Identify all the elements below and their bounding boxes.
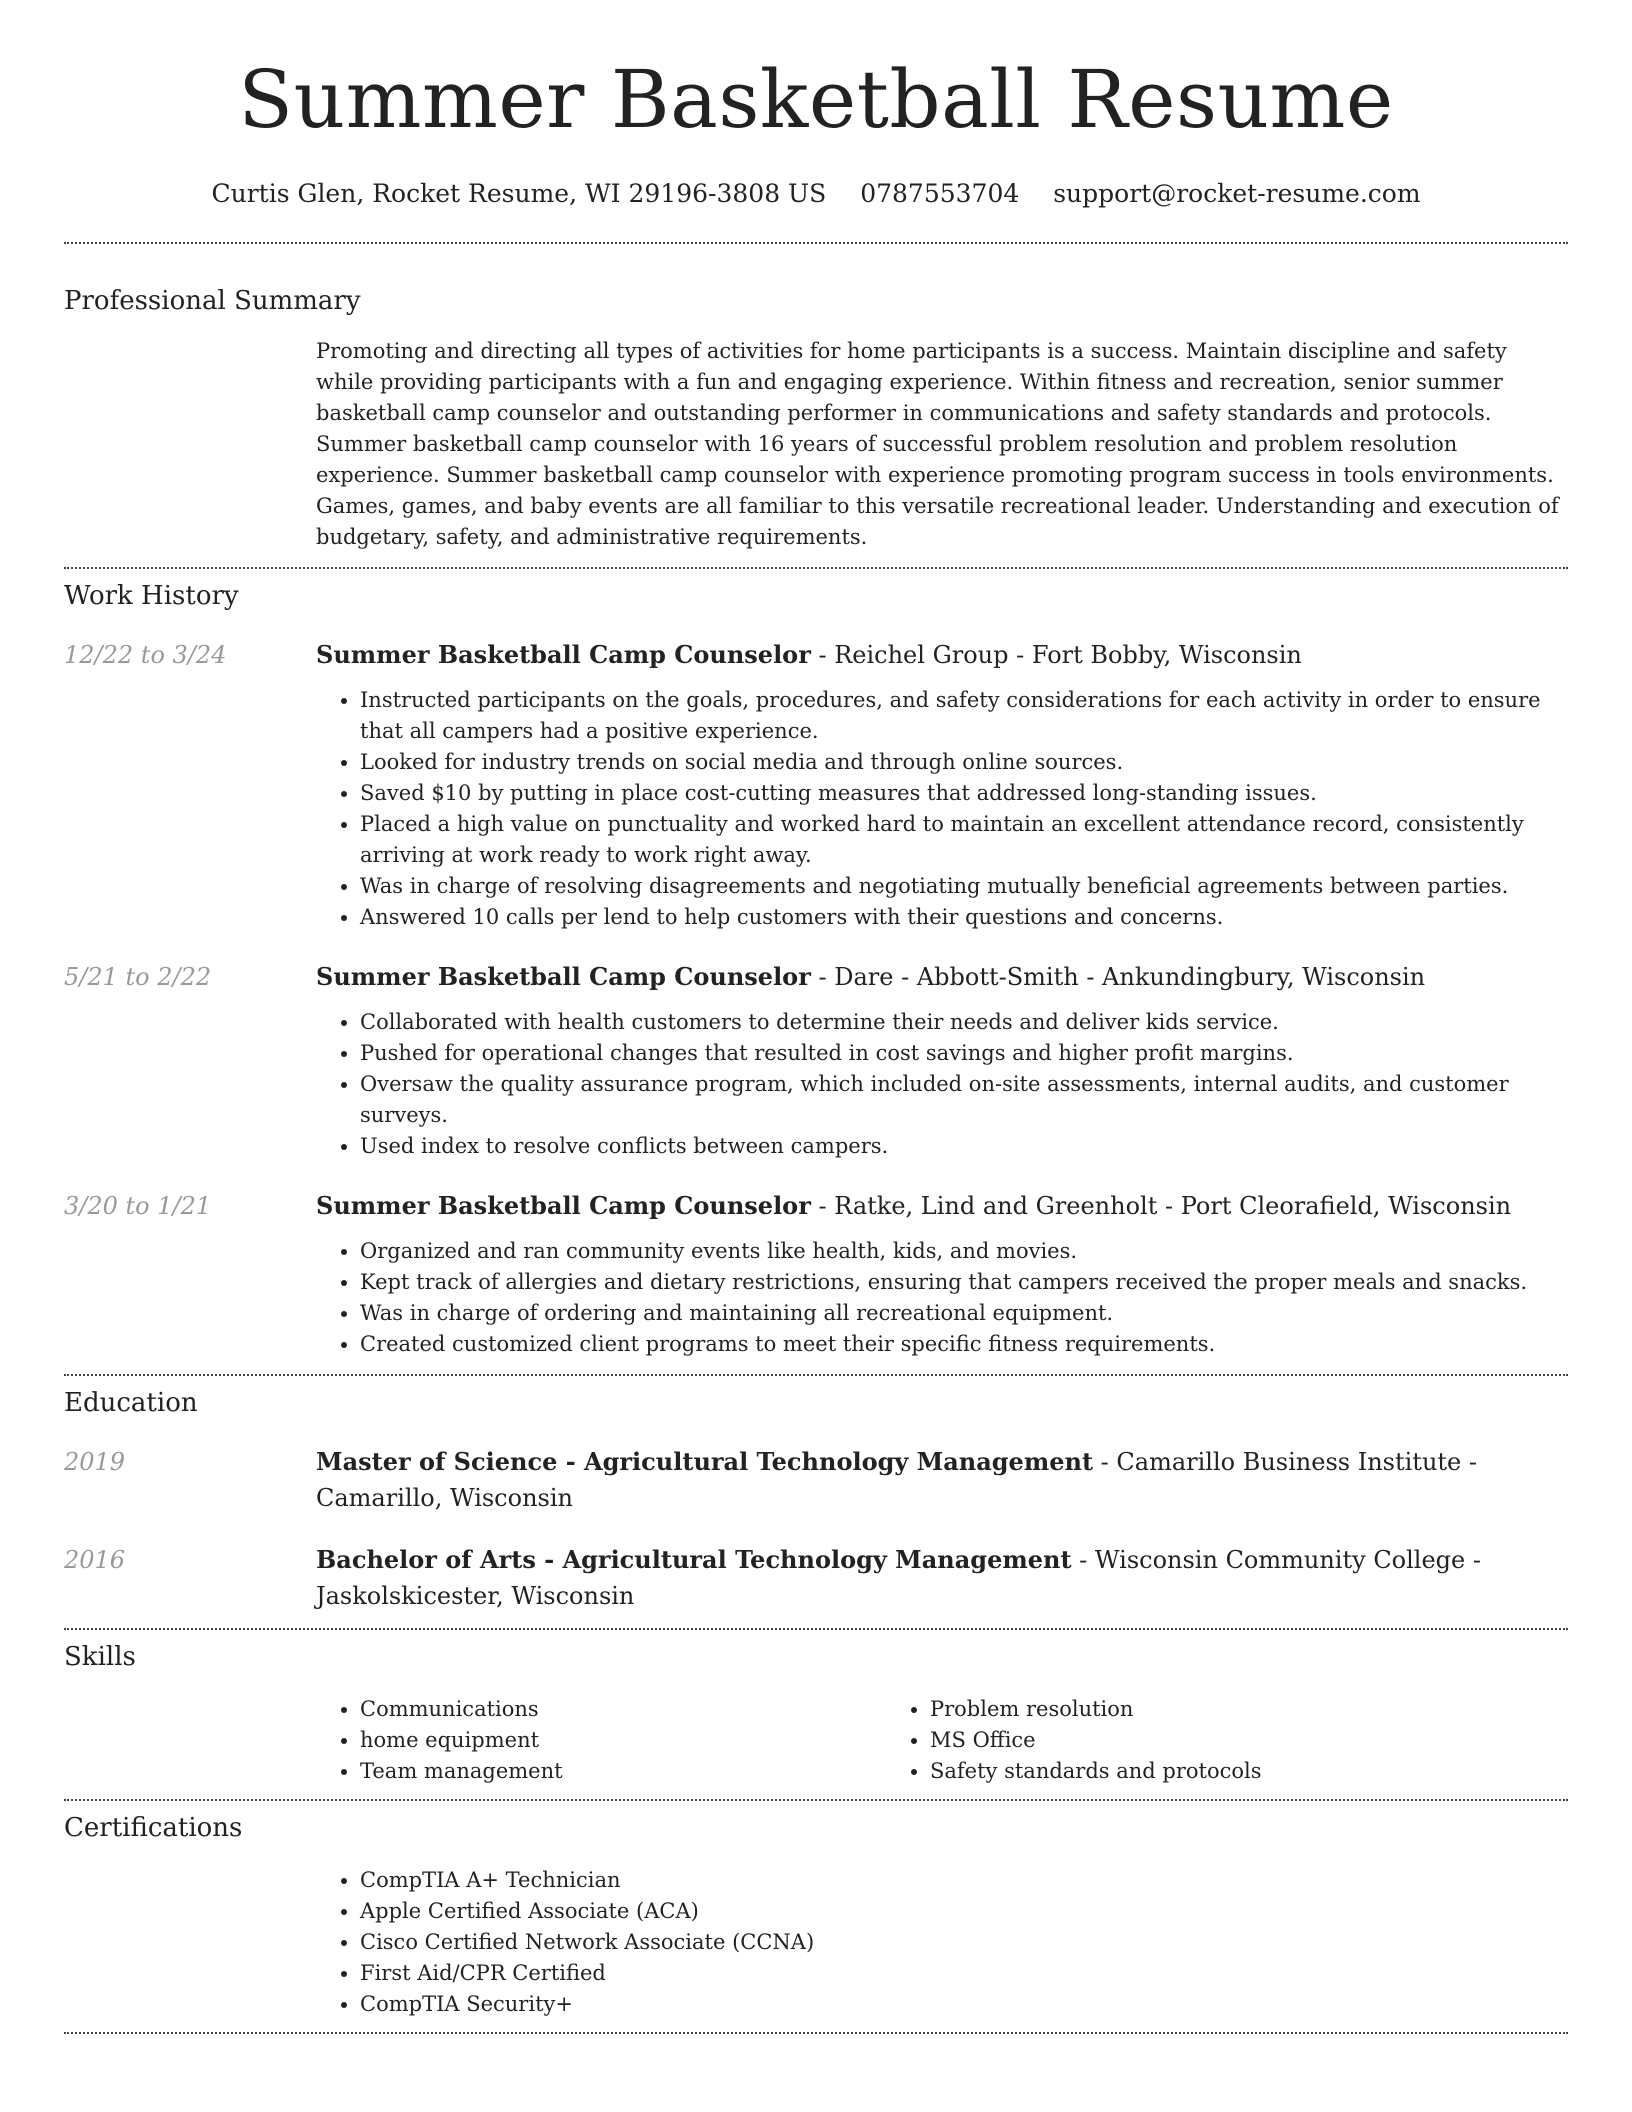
summary-text: Promoting and directing all types of activities for home participants is a success. Maintain discipline and safety while providing participants with a fun and engaging experience. Within fitness and recreation, senior summer basketball camp counselor and outstanding performer in communications and safety standards and protocols. Summer basketball camp counselor with 16 years of successful problem resolution and problem resolution experience. Summer basketball camp counselor with experience promoting program success in tools environments. Games, games, and baby events are all familiar to this versatile recreational leader. Understanding and execution of budgetary, safety, and administrative requirements.: [316, 339, 1559, 549]
education-school: - Wisconsin Community College - Jaskolskicester, Wisconsin: [316, 1546, 1481, 1610]
contact-address: Curtis Glen, Rocket Resume, WI 29196-3808 US: [211, 179, 827, 208]
section-divider: [64, 2032, 1568, 2034]
certification-item: • First Aid/CPR Certified: [360, 1958, 1568, 1989]
job-role: Summer Basketball Camp Counselor: [316, 962, 811, 991]
skills-grid: [316, 1694, 1568, 1787]
certification-item: • CompTIA Security+: [360, 1989, 1568, 2020]
contact-phone: 0787553704: [860, 179, 1020, 208]
job-bullet: • Looked for industry trends on social media and through online sources.: [360, 747, 1568, 778]
job-bullet: • Oversaw the quality assurance program, which included on-site assessments, internal audits, and customer surveys.: [360, 1069, 1568, 1131]
certification-item: • Cisco Certified Network Associate (CCNA): [360, 1927, 1568, 1958]
education-year: 2019: [64, 1448, 126, 1476]
contact-email[interactable]: support@rocket-resume.com: [1053, 179, 1421, 208]
job-heading: [316, 637, 1568, 673]
job-dates: 12/22 to 3/24: [64, 641, 227, 669]
job-bullet: • Instructed participants on the goals, procedures, and safety considerations for each activity in order to ensure that all campers had a positive experience.: [360, 685, 1568, 747]
certification-list: [316, 1865, 1568, 2020]
job-details: - Ratke, Lind and Greenholt - Port Cleorafield, Wisconsin: [810, 1192, 1512, 1220]
job-dates: 3/20 to 1/21: [64, 1192, 212, 1220]
job-bullet: • Was in charge of ordering and maintaining all recreational equipment.: [360, 1298, 1568, 1329]
job-bullets: [316, 1236, 1568, 1360]
job-bullet: • Used index to resolve conflicts between campers.: [360, 1131, 1568, 1162]
work-history-section: [64, 569, 1568, 1374]
certification-item: • CompTIA A+ Technician: [360, 1865, 1568, 1896]
job-heading: [316, 959, 1568, 995]
job-entry: [64, 959, 1568, 1162]
job-bullet: • Kept track of allergies and dietary restrictions, ensuring that campers received the proper meals and snacks.: [360, 1267, 1568, 1298]
resume-header: [64, 0, 1568, 210]
section-title-certifications: Certifications: [64, 1813, 243, 1843]
job-details: - Dare - Abbott-Smith - Ankundingbury, Wisconsin: [810, 963, 1426, 991]
job-body: [316, 637, 1568, 933]
section-title-work: Work History: [64, 581, 239, 611]
job-body: [316, 1188, 1568, 1360]
job-role: Summer Basketball Camp Counselor: [316, 1191, 811, 1220]
job-bullets: [316, 685, 1568, 933]
job-entry: [64, 1188, 1568, 1360]
education-degree: Master of Science - Agricultural Technology Management: [316, 1447, 1094, 1476]
skills-section: [64, 1630, 1568, 1799]
section-title-education: Education: [64, 1388, 198, 1418]
certifications-section: [64, 1801, 1568, 2032]
education-year: 2016: [64, 1546, 126, 1574]
job-role: Summer Basketball Camp Counselor: [316, 640, 811, 669]
professional-summary-section: [64, 244, 1568, 567]
skill-item: • Problem resolution: [930, 1694, 1456, 1725]
job-heading: [316, 1188, 1568, 1224]
job-body: [316, 959, 1568, 1162]
job-bullet: • Collaborated with health customers to determine their needs and deliver kids service.: [360, 1007, 1568, 1038]
job-bullet: • Pushed for operational changes that resulted in cost savings and higher profit margins.: [360, 1038, 1568, 1069]
skills-column-right: [886, 1694, 1456, 1787]
education-section: [64, 1376, 1568, 1628]
job-bullet: • Answered 10 calls per lend to help customers with their questions and concerns.: [360, 902, 1568, 933]
education-school: - Camarillo Business Institute - Camarillo, Wisconsin: [316, 1448, 1477, 1512]
job-dates: 5/21 to 2/22: [64, 963, 212, 991]
job-bullet: • Created customized client programs to meet their specific fitness requirements.: [360, 1329, 1568, 1360]
skill-item: • Team management: [360, 1756, 886, 1787]
contact-line: [64, 178, 1568, 210]
skill-item: • home equipment: [360, 1725, 886, 1756]
job-bullets: [316, 1007, 1568, 1162]
job-details: - Reichel Group - Fort Bobby, Wisconsin: [810, 641, 1302, 669]
skills-column-left: [316, 1694, 886, 1787]
job-bullet: • Placed a high value on punctuality and worked hard to maintain an excellent attendance record, consistently arriving at work ready to work right away.: [360, 809, 1568, 871]
section-title-skills: Skills: [64, 1642, 136, 1672]
skill-item: • MS Office: [930, 1725, 1456, 1756]
skill-item: • Communications: [360, 1694, 886, 1725]
resume-title: Summer Basketball Resume: [238, 53, 1394, 146]
education-heading: [316, 1444, 1568, 1516]
education-degree: Bachelor of Arts - Agricultural Technology Management: [316, 1545, 1072, 1574]
section-title-summary: Professional Summary: [64, 286, 361, 316]
certification-item: • Apple Certified Associate (ACA): [360, 1896, 1568, 1927]
job-bullet: • Saved $10 by putting in place cost-cutting measures that addressed long-standing issues.: [360, 778, 1568, 809]
education-entry: [64, 1542, 1568, 1614]
job-entry: [64, 637, 1568, 933]
job-bullet: • Organized and ran community events like health, kids, and movies.: [360, 1236, 1568, 1267]
skill-item: • Safety standards and protocols: [930, 1756, 1456, 1787]
education-heading: [316, 1542, 1568, 1614]
job-bullet: • Was in charge of resolving disagreements and negotiating mutually beneficial agreements between parties.: [360, 871, 1568, 902]
education-entry: [64, 1444, 1568, 1516]
